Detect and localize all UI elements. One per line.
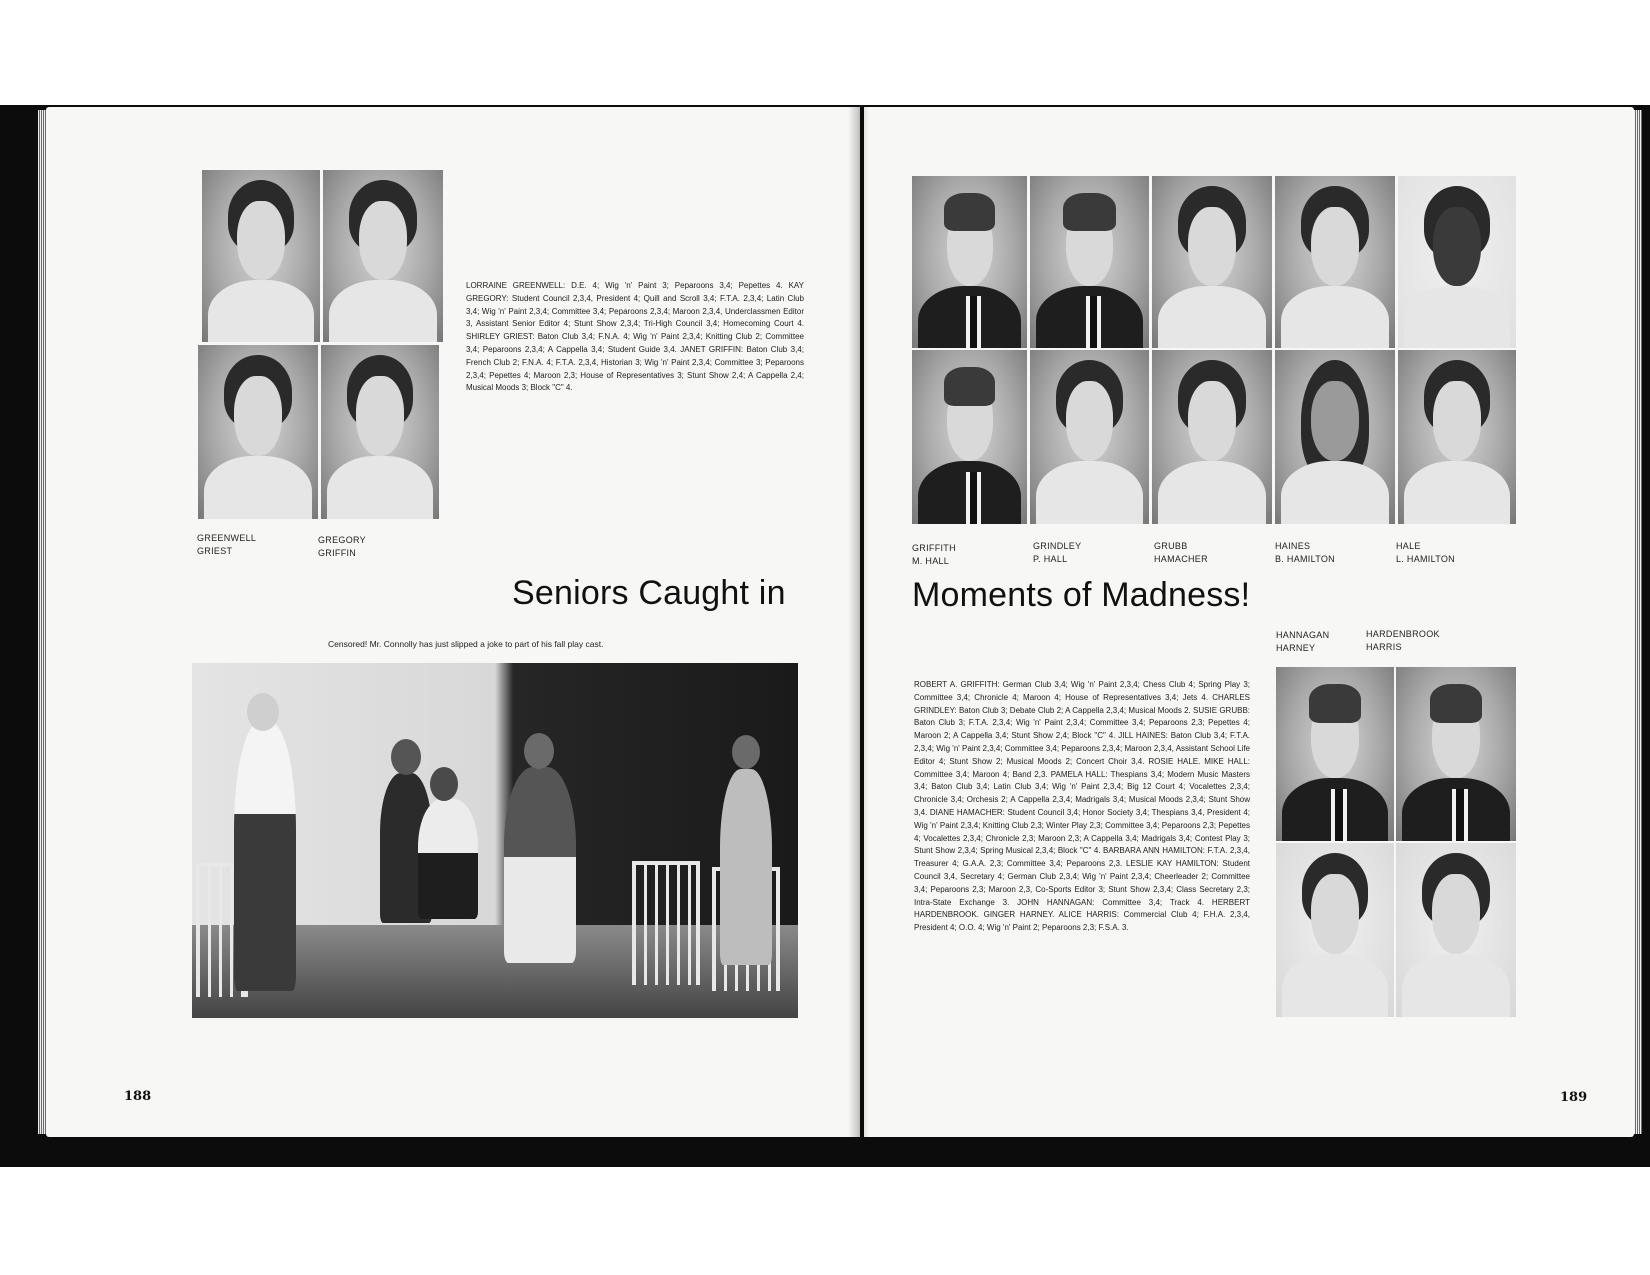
caption-col-hannagan — [1276, 629, 1329, 655]
caption-griffith: GRIFFITH — [912, 543, 956, 553]
caption-col-hale — [1396, 540, 1455, 566]
portrait-harris — [1396, 843, 1516, 1017]
portrait-hardenbrook — [1396, 667, 1516, 841]
caption-l-hamilton: L. HAMILTON — [1396, 554, 1455, 564]
caption-col-grubb — [1154, 540, 1208, 566]
portrait-griest — [198, 345, 318, 519]
portrait-greenwell — [202, 170, 320, 342]
caption-hamacher: HAMACHER — [1154, 554, 1208, 564]
portrait-grubb — [1152, 176, 1272, 348]
stage-photo — [192, 663, 798, 1018]
book-gutter — [848, 107, 870, 1137]
caption-greenwell: GREENWELL — [197, 533, 257, 543]
portrait-hamacher — [1152, 350, 1272, 524]
caption-p-hall: P. HALL — [1033, 554, 1068, 564]
caption-harney: HARNEY — [1276, 643, 1316, 653]
page-number-left: 188 — [124, 1089, 152, 1104]
caption-column-2 — [318, 534, 366, 560]
caption-m-hall: M. HALL — [912, 556, 950, 566]
portrait-hannagan — [1276, 667, 1394, 841]
headline-left: Seniors Caught in — [512, 574, 786, 612]
portrait-grindley — [1030, 176, 1149, 348]
caption-col-haines — [1275, 540, 1335, 566]
caption-grubb: GRUBB — [1154, 541, 1188, 551]
right-bio-text: ROBERT A. GRIFFITH: German Club 3,4; Wig 'n' Paint 2,3,4; Chess Club 4; Spring Play 3; Committee 3,4; Chronicle 4; Maroon 4; House of Representatives 3,4; Jets 4. CHARLES GRINDLEY: Baton Club 3; Debate Club 2; A Cappella 2,3,4; Musical Moods 2. SUSIE GRUBB: Baton Club 3; F.T.A. 2,3,4; Wig 'n' Paint 2,3,4; Committee 3,4; Peparoons 2,3; Pepettes 4; Maroon 2; A Cappella 3,4; Stunt Show 2,4; Block "C" 4. JILL HAINES: Baton Club 3,4; F.T.A. 2,3,4; Wig 'n' Paint 2,3,4; Committee 3,4; Peparoons 2,3,4; Maroon 2,3,4, Assistant School Life Editor 4; Stunt Show 2; Musical Moods 2; Concert Choir 3,4. ROSIE HALE. MIKE HALL: Committee 3,4; Maroon 4; Band 2,3. PAMELA HALL: Thespians 3,4; Modern Music Masters 3,4; Baton Club 3,4; Latin Club 3,4; Wig 'n' Paint 2,3,4; Big 12 Court 4; Vocalettes 2,3,4; Chronicle 3,4; Orchesis 2; A Cappella 2,3,4; Madrigals 3,4; Musical Moods 2,3,4; Stunt Show 3,4. DIANE HAMACHER: Student Council 3,4; Honor Society 3,4; Thespians 3,4, President 4; Wig 'n' Paint 2,3,4; Knitting Club 2,3; Winter Play 2,3; Committee 3,4; Peparoons 2,3; Pepettes 4; Vocalettes 2,3,4; Chronicle 2,3; Maroon 2,3; A Cappella 3,4; Madrigals 3,4; Contest Play 3; Stunt Show 2,3,4; Spring Musical 2,3,4; Block "C" 4. BARBARA ANN HAMILTON: F.T.A. 2,3,4, Treasurer 4; G.A.A. 2,3; Committee 3,4; Peparoons 2,3. LESLIE KAY HAMILTON: Student Council 3,4, Secretary 4; German Club 2,3,4; Wig 'n' Paint 2,3,4; Cheerleader 2; Committee 3,4; Peparoons 2,3; Maroon 2,3, Co-Sports Editor 3; Stunt Show 2,3,4; Class Secretary 2,3; Intra-State Exchange 3. JOHN HANNAGAN: Committee 3,4; Track 4. HERBERT HARDENBROOK. GINGER HARNEY. ALICE HARRIS: Commercial Club 4; F.H.A. 2,3,4, President 4; O.O. 4; Wig 'n' Paint 2; Peparoons 2,3; F.S.A. 3. — [914, 680, 1250, 933]
portrait-m-hall — [912, 350, 1027, 524]
portrait-haines — [1275, 176, 1395, 348]
photo-caption: Censored! Mr. Connolly has just slipped a joke to part of his fall play cast. — [328, 639, 604, 649]
headline-right: Moments of Madness! — [912, 576, 1251, 614]
portrait-l-hamilton — [1398, 350, 1516, 524]
left-bio-text: LORRAINE GREENWELL: D.E. 4; Wig 'n' Paint 3; Peparoons 3,4; Pepettes 4. KAY GREGORY: Student Council 2,3,4, President 4; Quill and Scroll 3,4; F.T.A. 2,3,4; Latin Club 3,4; Wig 'n' Paint 2,3,4; Committee 3,4; Peparoons 2,3,4; Maroon 2,3,4, Underclassmen Editor 3, Assistant Senior Editor 4; Stunt Show 2,3,4; Tri-High Council 3,4; Homecoming Court 4. SHIRLEY GRIEST: Baton Club 3,4; F.N.A. 4; Wig 'n' Paint 2,3,4; Knitting Club 2; Committee 3,4; Peparoons 2,3,4; A Cappella 3,4; Student Guide 3,4. JANET GRIFFIN: Baton Club 3,4; French Club 2; F.N.A. 4; F.T.A. 2,3,4, Historian 3; Wig 'n' Paint 2,3,4; Committee 3; Peparoons 2,3,4; Pepettes 4; Maroon 2,3; House of Representatives 3; Stunt Show 2,4; A Cappella 2,4; Musical Moods 3; Block "C" 4. — [466, 281, 804, 393]
portrait-gregory — [323, 170, 443, 342]
caption-hardenbrook: HARDENBROOK — [1366, 629, 1440, 639]
caption-column-1 — [197, 532, 256, 558]
caption-col-hardenbrook — [1366, 628, 1440, 654]
caption-haines: HAINES — [1275, 541, 1311, 551]
caption-grindley: GRINDLEY — [1033, 541, 1082, 551]
page-number-right: 189 — [1560, 1090, 1588, 1105]
portrait-hale — [1398, 176, 1516, 348]
caption-hale: HALE — [1396, 541, 1421, 551]
caption-griest: GRIEST — [197, 546, 233, 556]
portrait-griffith — [912, 176, 1027, 348]
portrait-p-hall — [1030, 350, 1149, 524]
caption-b-hamilton: B. HAMILTON — [1275, 554, 1335, 564]
caption-gregory: GREGORY — [318, 535, 366, 545]
caption-col-griffith — [912, 542, 956, 568]
caption-griffin: GRIFFIN — [318, 548, 357, 558]
caption-harris: HARRIS — [1366, 642, 1402, 652]
portrait-b-hamilton — [1275, 350, 1395, 524]
portrait-harney — [1276, 843, 1394, 1017]
caption-hannagan: HANNAGAN — [1276, 630, 1330, 640]
portrait-griffin — [321, 345, 439, 519]
caption-col-grindley — [1033, 540, 1081, 566]
